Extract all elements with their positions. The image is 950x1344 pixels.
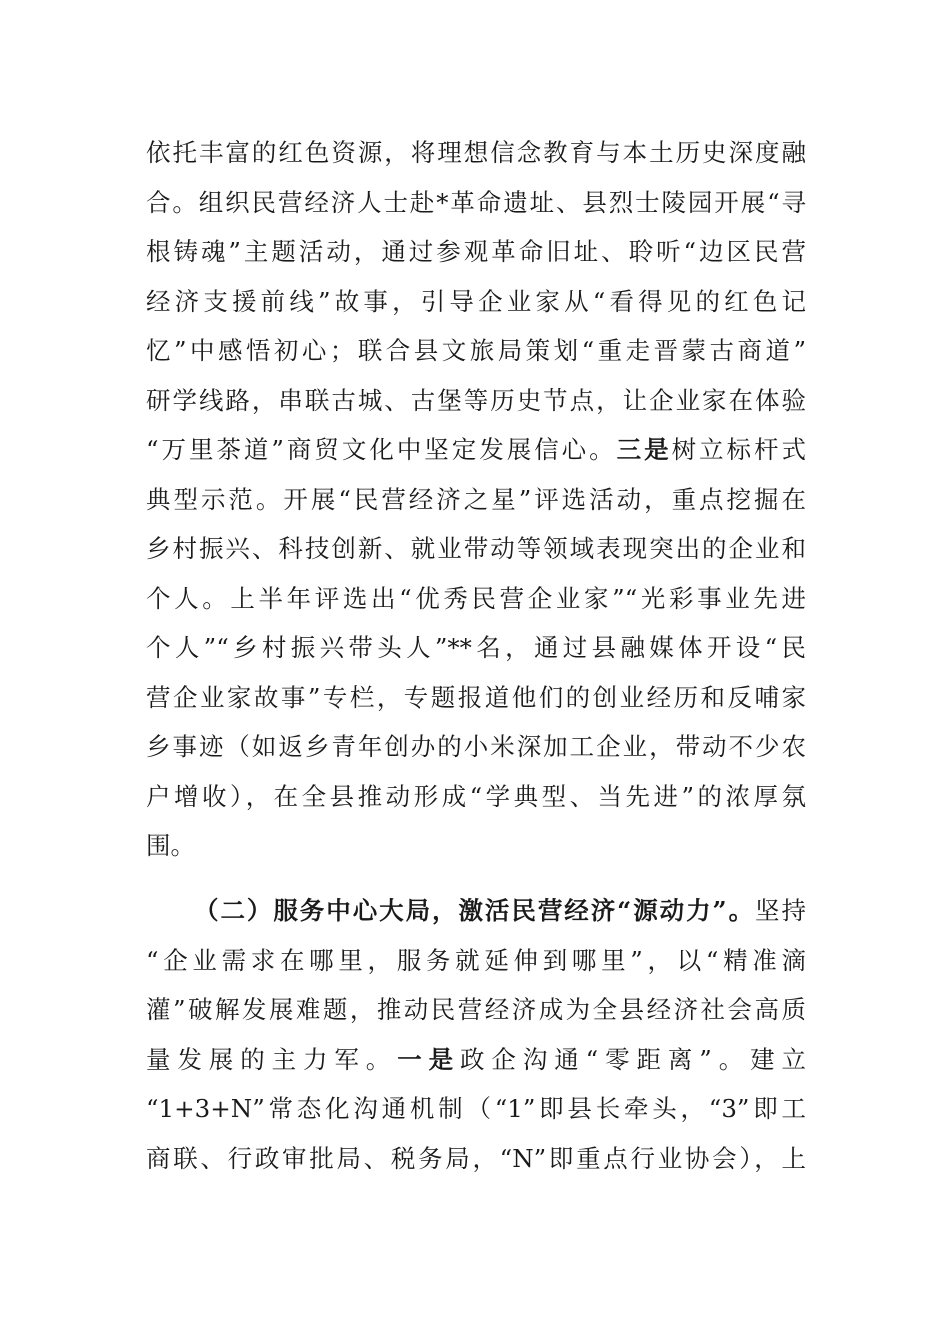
section-heading: （二）服务中心大局，激活民营经济“源动力”。 bbox=[194, 896, 756, 925]
text-line bbox=[146, 821, 806, 871]
text-line bbox=[146, 1084, 806, 1134]
text-run: 乡事迹（如返乡青年创办的小米深加工企业，带动不少农 bbox=[146, 732, 806, 761]
text-line bbox=[146, 475, 806, 525]
text-line bbox=[146, 574, 806, 624]
text-line bbox=[146, 1134, 806, 1184]
text-line bbox=[146, 623, 806, 673]
text-run: 政企沟通“零距离”。建立 bbox=[460, 1044, 807, 1074]
text-line bbox=[146, 128, 806, 178]
text-run: 根铸魂”主题活动，通过参观革命旧址、聆听“边区民营 bbox=[146, 237, 806, 266]
text-run: 户增收），在全县推动形成“学典型、当先进”的浓厚氛 bbox=[146, 781, 806, 811]
text-line bbox=[146, 178, 806, 228]
text-run: 树立标杆式 bbox=[671, 435, 806, 464]
text-run: 合。组织民营经济人士赴*革命遗址、县烈士陵园开展“寻 bbox=[146, 187, 806, 217]
bold-marker-third: 三是 bbox=[616, 435, 672, 464]
text-line bbox=[146, 722, 806, 772]
text-run: 依托丰富的红色资源，将理想信念教育与本土历史深度融 bbox=[146, 138, 806, 167]
text-line bbox=[146, 772, 806, 822]
text-run: 个人”“乡村振兴带头人”**名，通过县融媒体开设“民 bbox=[146, 633, 806, 662]
text-line bbox=[146, 1035, 806, 1085]
text-run: 商联、行政审批局、税务局，“N”即重点行业协会），上 bbox=[146, 1143, 806, 1173]
text-line bbox=[146, 524, 806, 574]
text-line bbox=[146, 227, 806, 277]
text-line bbox=[146, 277, 806, 327]
text-run: 典型示范。开展“民营经济之星”评选活动，重点挖掘在 bbox=[146, 484, 806, 514]
text-run: 经济支援前线”故事，引导企业家从“看得见的红色记 bbox=[146, 286, 806, 316]
text-run: 灌”破解发展难题，推动民营经济成为全县经济社会高质 bbox=[146, 995, 806, 1024]
text-line bbox=[194, 886, 806, 936]
text-run: 坚持 bbox=[755, 896, 806, 925]
text-run: “企业需求在哪里，服务就延伸到哪里”，以“精准滴 bbox=[146, 945, 806, 975]
text-line bbox=[146, 376, 806, 426]
text-run: “万里茶道”商贸文化中坚定发展信心。 bbox=[146, 435, 617, 464]
text-line bbox=[146, 985, 806, 1035]
text-run: “1+3+N”常态化沟通机制（“1”即县长牵头，“3”即工 bbox=[146, 1094, 806, 1123]
text-run: 忆”中感悟初心；联合县文旅局策划“重走晋蒙古商道” bbox=[146, 336, 806, 365]
text-line bbox=[146, 936, 806, 986]
text-run: 个人。上半年评选出“优秀民营企业家”“光彩事业先进 bbox=[146, 583, 806, 613]
text-run: 营企业家故事”专栏，专题报道他们的创业经历和反哺家 bbox=[146, 682, 806, 712]
text-run: 量发展的主力军。 bbox=[146, 1044, 398, 1074]
text-line bbox=[146, 425, 806, 475]
text-run: 乡村振兴、科技创新、就业带动等领域表现突出的企业和 bbox=[146, 534, 806, 563]
text-line bbox=[146, 326, 806, 376]
bold-marker-first: 一是 bbox=[397, 1044, 461, 1074]
text-run: 围。 bbox=[146, 831, 195, 860]
text-run: 研学线路，串联古城、古堡等历史节点，让企业家在体验 bbox=[146, 385, 806, 415]
text-line bbox=[146, 673, 806, 723]
